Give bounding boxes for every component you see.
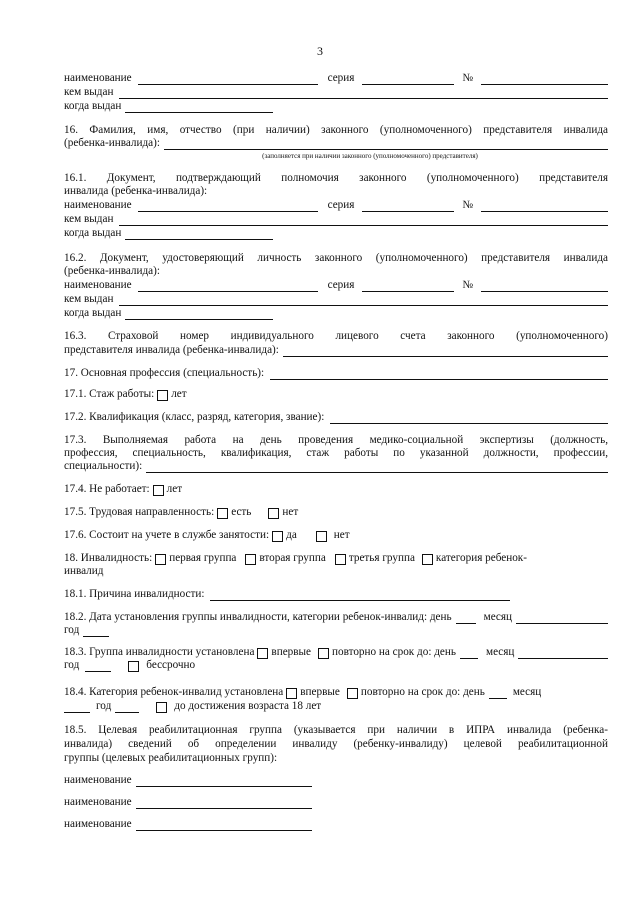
s17-3-field[interactable] bbox=[146, 462, 608, 473]
s18-5-line2: инвалида) сведений об определении инвалиду (ребенку-инвалиду) целевой реабилитационной bbox=[64, 738, 608, 750]
doc-name-row bbox=[64, 72, 608, 85]
number-field[interactable] bbox=[481, 74, 608, 85]
s17-4-box[interactable] bbox=[153, 485, 164, 496]
s16-note: (заполняется при наличии законного (уполномоченного) представителя) bbox=[262, 152, 478, 160]
s18-4-age-label: до достижения возраста 18 лет bbox=[174, 700, 322, 712]
s18-3-row bbox=[64, 646, 608, 659]
s18-1-row bbox=[64, 588, 608, 601]
s16-2-line1: 16.2. Документ, удостоверяющий личность законного (уполномоченного) представителя инвалида bbox=[64, 252, 608, 264]
issued-when-field[interactable] bbox=[125, 229, 273, 240]
s16-3-line1: 16.3. Страховой номер индивидуального лицевого счета законного (уполномоченного) bbox=[64, 330, 608, 342]
s18-4-first-label: впервые bbox=[300, 686, 340, 698]
s18-2-label: 18.2. Дата установления группы инвалидности, категории ребенок-инвалид: день bbox=[64, 611, 452, 623]
issued-when-label: когда выдан bbox=[64, 307, 122, 319]
issued-by-label: кем выдан bbox=[64, 86, 114, 98]
s18-3-year-field[interactable] bbox=[85, 661, 111, 672]
name-label: наименование bbox=[64, 796, 132, 808]
s17-5-no-label: нет bbox=[282, 506, 299, 518]
group-name-field[interactable] bbox=[136, 798, 312, 809]
series-field[interactable] bbox=[362, 281, 454, 292]
s17-4-label: 17.4. Не работает: bbox=[64, 483, 150, 495]
s18-2-month-label: месяц bbox=[483, 611, 513, 623]
s16-1-line1: 16.1. Документ, подтверждающий полномочия законного (уполномоченного) представителя bbox=[64, 172, 608, 184]
s18-3-permanent-box[interactable] bbox=[128, 661, 139, 672]
s18-group1-label: первая группа bbox=[169, 552, 237, 564]
s17-1-row bbox=[64, 388, 608, 401]
name-label: наименование bbox=[64, 818, 132, 830]
s17-6-no-box[interactable] bbox=[316, 531, 327, 542]
s17-5-no-box[interactable] bbox=[268, 508, 279, 519]
issued-by-label: кем выдан bbox=[64, 293, 114, 305]
s18-3-first-box[interactable] bbox=[257, 648, 268, 659]
s18-4-year-row bbox=[64, 700, 608, 713]
s17-6-label: 17.6. Состоит на учете в службе занятости: bbox=[64, 529, 270, 541]
s16-line1: 16. Фамилия, имя, отчество (при наличии) законного (уполномоченного) представителя инвалида bbox=[64, 124, 608, 136]
issued-by-field[interactable] bbox=[119, 295, 608, 306]
s17-3-label: специальности): bbox=[64, 460, 143, 472]
s17-row bbox=[64, 367, 608, 380]
s18-3-month-label: месяц bbox=[485, 646, 515, 658]
s16-3-line2 bbox=[64, 344, 608, 357]
s17-6-no-label: нет bbox=[333, 529, 350, 541]
s18-4-label: 18.4. Категория ребенок-инвалид установлена bbox=[64, 686, 284, 698]
s18-3-day-field[interactable] bbox=[460, 648, 478, 659]
s16-1-issued-by-row bbox=[64, 213, 608, 226]
s18-label: 18. Инвалидность: bbox=[64, 552, 153, 564]
s16-2-issued-by-row bbox=[64, 293, 608, 306]
s18-cont: инвалид bbox=[64, 565, 104, 577]
series-label: серия bbox=[327, 279, 355, 291]
name-label: наименование bbox=[64, 774, 132, 786]
number-field[interactable] bbox=[481, 201, 608, 212]
s18-5-name-row-3 bbox=[64, 818, 608, 831]
s17-6-yes-box[interactable] bbox=[272, 531, 283, 542]
s18-1-label: 18.1. Причина инвалидности: bbox=[64, 588, 205, 600]
s18-1-field[interactable] bbox=[210, 590, 510, 601]
name-label: наименование bbox=[64, 199, 132, 211]
issued-when-field[interactable] bbox=[125, 309, 273, 320]
s17-2-row bbox=[64, 411, 608, 424]
s18-group1-box[interactable] bbox=[155, 554, 166, 565]
s17-3-line2: профессия, специальность, квалификация, стаж работы по указанной должности, профессии, bbox=[64, 447, 608, 459]
s18-4-day-field[interactable] bbox=[489, 688, 507, 699]
s16-3-field[interactable] bbox=[283, 346, 608, 357]
s17-4-unit: лет bbox=[166, 483, 183, 495]
issued-by-field[interactable] bbox=[119, 215, 608, 226]
s17-2-label: 17.2. Квалификация (класс, разряд, категория, звание): bbox=[64, 411, 325, 423]
number-label: № bbox=[462, 72, 474, 84]
s17-1-box[interactable] bbox=[157, 390, 168, 401]
s18-5-name-row-1 bbox=[64, 774, 608, 787]
s16-1-issued-when-row bbox=[64, 227, 608, 240]
s18-5-line3: группы (целевых реабилитационных групп): bbox=[64, 752, 278, 764]
name-label: наименование bbox=[64, 279, 132, 291]
s17-1-unit: лет bbox=[171, 388, 187, 400]
s17-3-line1: 17.3. Выполняемая работа на день проведения медико-социальной экспертизы (должность, bbox=[64, 434, 608, 446]
number-field[interactable] bbox=[481, 281, 608, 292]
series-field[interactable] bbox=[362, 74, 454, 85]
s16-2-name-row bbox=[64, 279, 608, 292]
s18-3-repeat-box[interactable] bbox=[318, 648, 329, 659]
s18-group2-box[interactable] bbox=[245, 554, 256, 565]
s18-3-label: 18.3. Группа инвалидности установлена bbox=[64, 646, 255, 658]
s18-3-first-label: впервые bbox=[271, 646, 312, 658]
s17-1-label: 17.1. Стаж работы: bbox=[64, 388, 155, 400]
s16-label: (ребенка-инвалида): bbox=[64, 137, 160, 149]
s18-group3-label: третья группа bbox=[348, 552, 415, 564]
group-name-field[interactable] bbox=[136, 776, 312, 787]
s16-1-name-row bbox=[64, 199, 608, 212]
s18-4-year-field[interactable] bbox=[115, 702, 139, 713]
number-label: № bbox=[462, 199, 474, 211]
s18-4-age-box[interactable] bbox=[156, 702, 167, 713]
issued-when-field[interactable] bbox=[125, 102, 273, 113]
issued-by-label: кем выдан bbox=[64, 213, 114, 225]
s18-2-year-field[interactable] bbox=[83, 626, 109, 637]
s18-2-year-row bbox=[64, 624, 608, 637]
s17-6-yes-label: да bbox=[286, 529, 297, 541]
s16-field[interactable] bbox=[164, 139, 608, 150]
series-label: серия bbox=[327, 199, 355, 211]
s18-4-month-label: месяц bbox=[512, 686, 542, 698]
s18-4-year-label: год bbox=[96, 700, 112, 712]
s18-group3-box[interactable] bbox=[335, 554, 346, 565]
s17-6-row bbox=[64, 529, 608, 542]
issued-when-label: когда выдан bbox=[64, 227, 122, 239]
s16-2-issued-when-row bbox=[64, 307, 608, 320]
s18-4-first-box[interactable] bbox=[286, 688, 297, 699]
s17-4-row bbox=[64, 483, 608, 496]
s18-3-year-row bbox=[64, 659, 608, 672]
s18-2-year-label: год bbox=[64, 624, 80, 636]
series-label: серия bbox=[327, 72, 355, 84]
s17-3-line3 bbox=[64, 460, 608, 473]
issued-when-label: когда выдан bbox=[64, 100, 122, 112]
s18-3-year-label: год bbox=[64, 659, 80, 671]
s18-3-repeat-label: повторно на срок до: день bbox=[332, 646, 456, 658]
s17-field[interactable] bbox=[270, 369, 608, 380]
s18-3-permanent-label: бессрочно bbox=[146, 659, 196, 671]
s18-2-row bbox=[64, 611, 608, 624]
page-number: 3 bbox=[317, 44, 323, 58]
name-field[interactable] bbox=[138, 201, 318, 212]
s17-5-yes-label: есть bbox=[231, 506, 252, 518]
number-label: № bbox=[462, 279, 474, 291]
group-name-field[interactable] bbox=[136, 820, 312, 831]
s16-3-label: представителя инвалида (ребенка-инвалида): bbox=[64, 344, 279, 356]
s18-child-label: категория ребенок- bbox=[435, 552, 527, 564]
name-label: наименование bbox=[64, 72, 132, 84]
s18-5-line1: 18.5. Целевая реабилитационная группа (указывается при наличии в ИПРА инвалида (ребенка- bbox=[64, 724, 608, 736]
series-field[interactable] bbox=[362, 201, 454, 212]
s18-4-row bbox=[64, 686, 608, 699]
s18-3-month-field[interactable] bbox=[518, 648, 608, 659]
s17-5-label: 17.5. Трудовая направленность: bbox=[64, 506, 215, 518]
s17-5-row bbox=[64, 506, 608, 519]
name-field[interactable] bbox=[138, 74, 318, 85]
s18-4-year-field-pre[interactable] bbox=[64, 702, 90, 713]
doc-issued-when-row bbox=[64, 100, 608, 113]
s16-1-line2: инвалида (ребенка-инвалида): bbox=[64, 185, 208, 197]
issued-by-field[interactable] bbox=[119, 88, 608, 99]
s17-2-field[interactable] bbox=[330, 413, 608, 424]
s18-group2-label: вторая группа bbox=[259, 552, 326, 564]
s18-2-month-field[interactable] bbox=[516, 613, 608, 624]
s17-label: 17. Основная профессия (специальность): bbox=[64, 367, 265, 379]
s18-child-box[interactable] bbox=[422, 554, 433, 565]
s18-2-day-field[interactable] bbox=[456, 613, 476, 624]
s18-4-repeat-box[interactable] bbox=[347, 688, 358, 699]
s16-2-line2: (ребенка-инвалида): bbox=[64, 265, 160, 277]
s16-line2 bbox=[64, 137, 608, 150]
s17-5-yes-box[interactable] bbox=[217, 508, 228, 519]
name-field[interactable] bbox=[138, 281, 318, 292]
s18-5-name-row-2 bbox=[64, 796, 608, 809]
s18-4-repeat-label: повторно на срок до: день bbox=[360, 686, 485, 698]
doc-issued-by-row bbox=[64, 86, 608, 99]
s18-row bbox=[64, 552, 608, 565]
